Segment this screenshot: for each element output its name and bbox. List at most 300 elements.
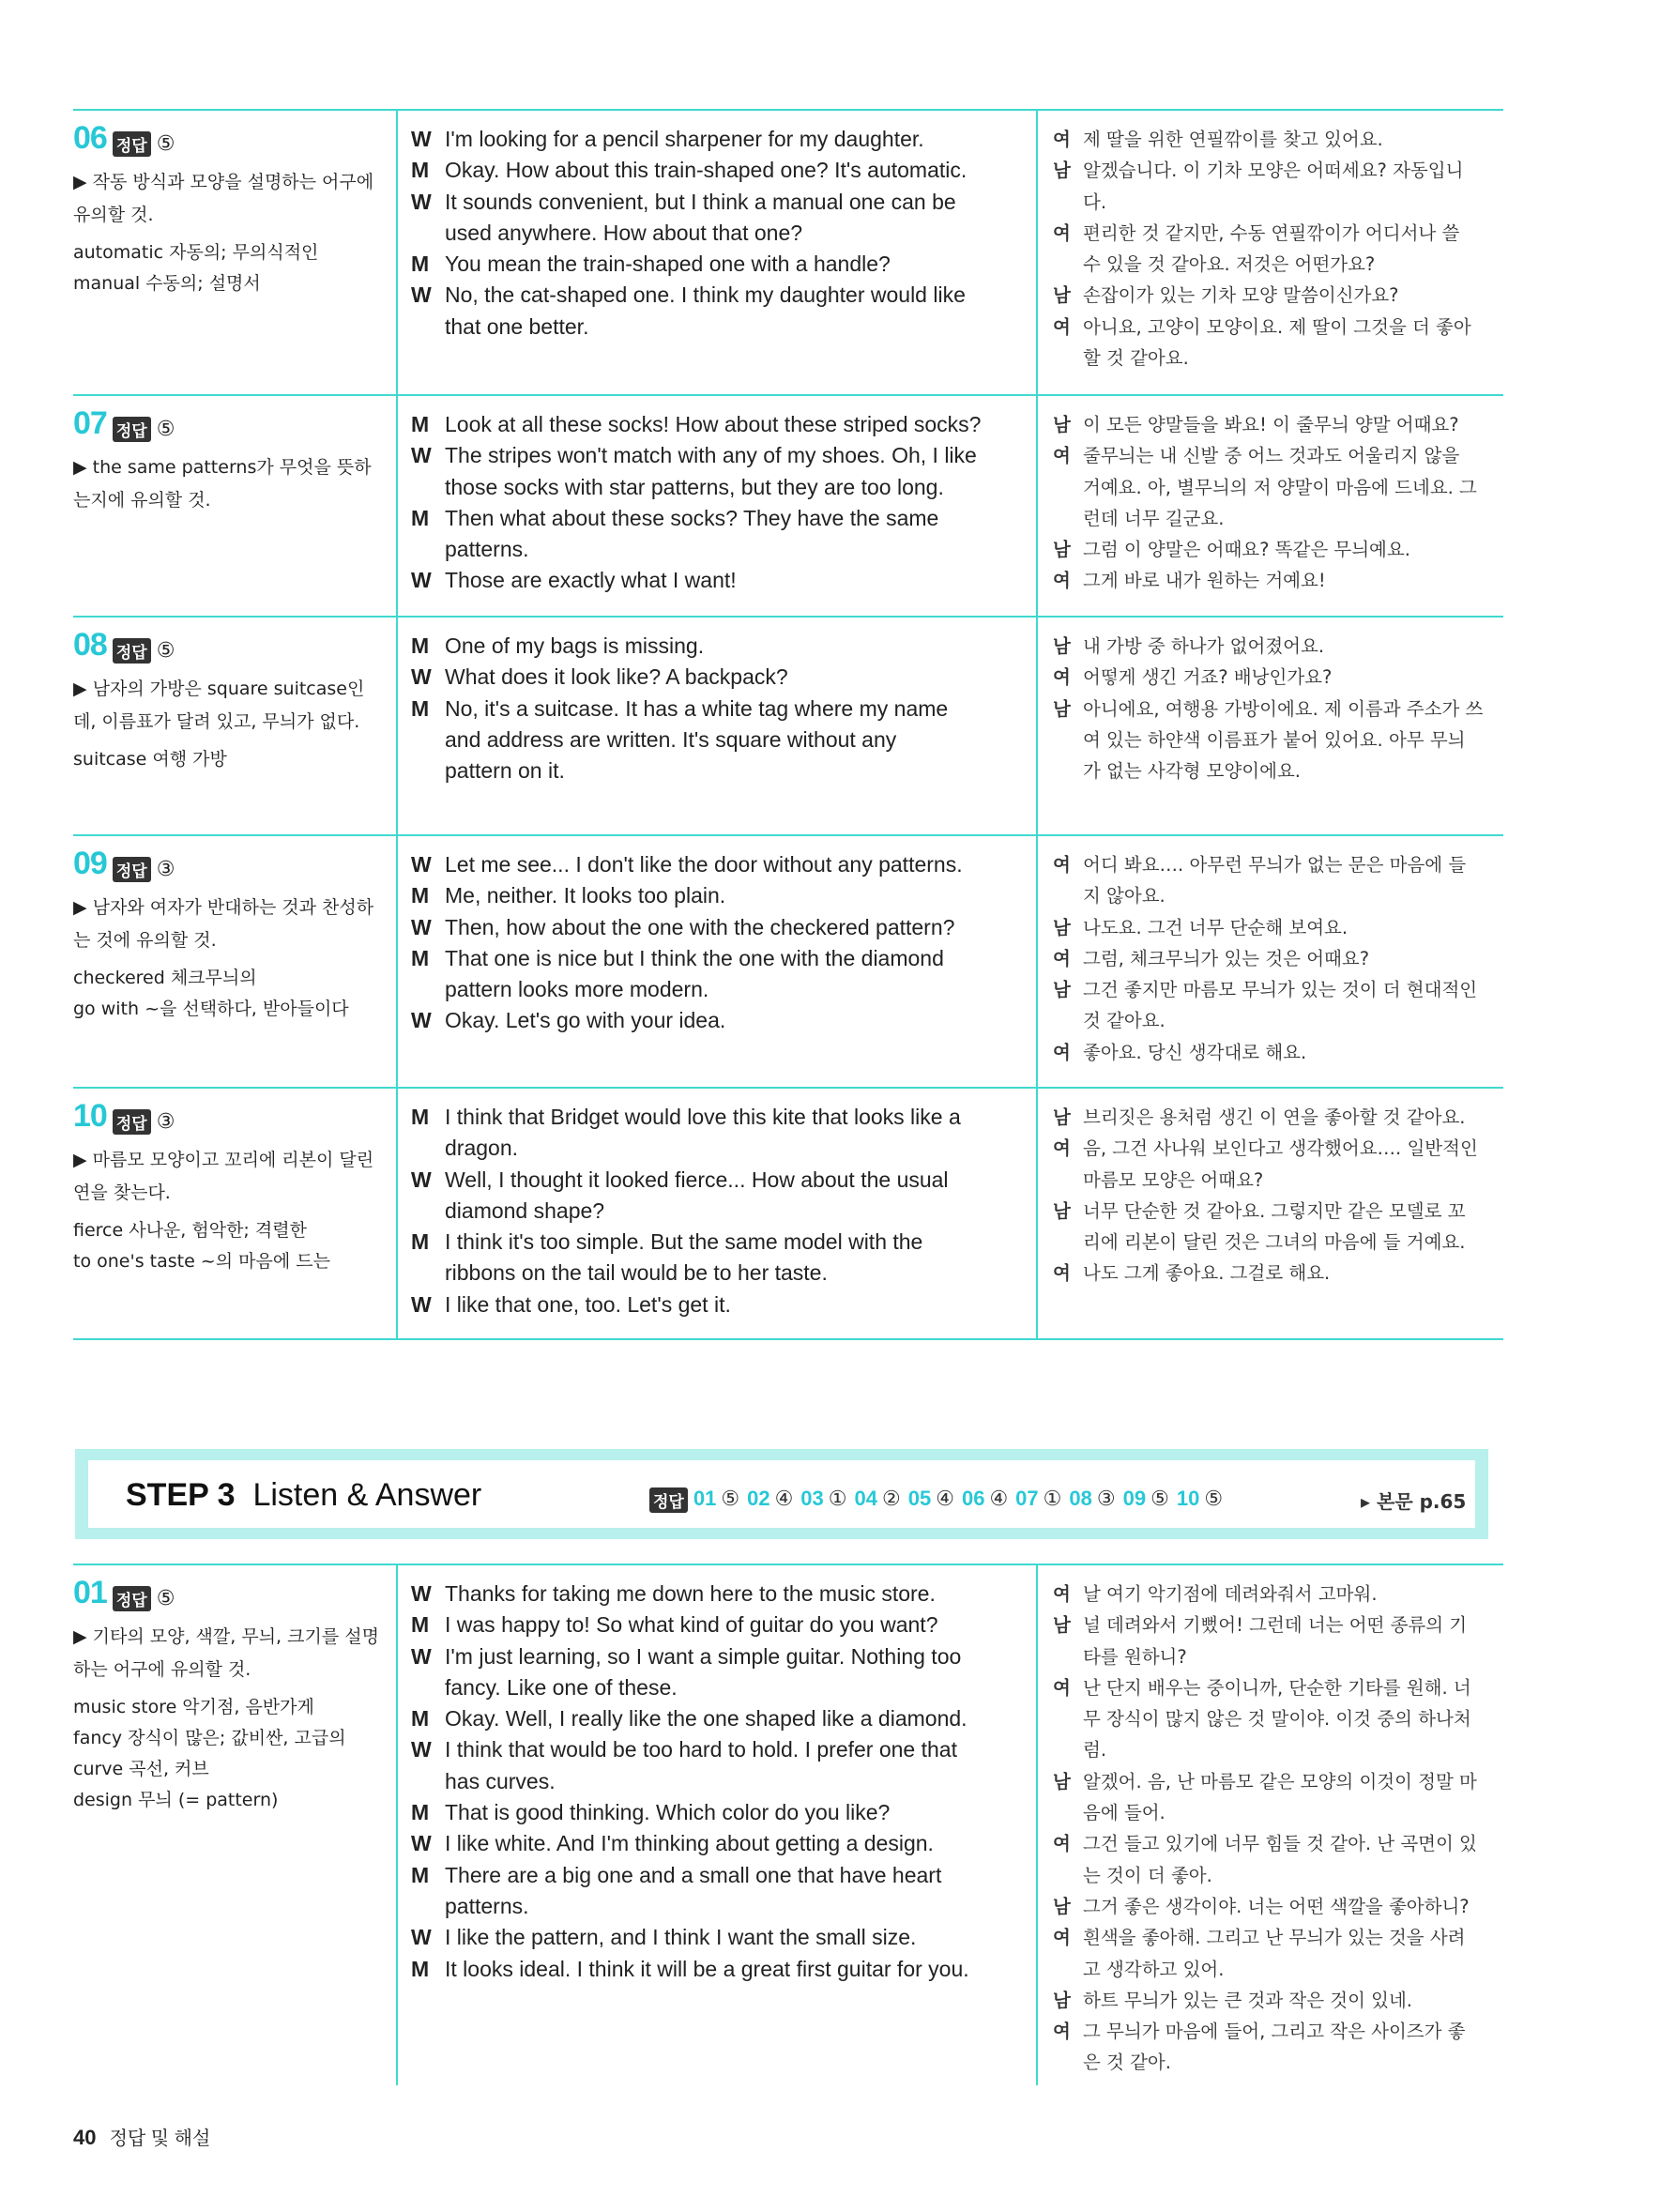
vocab-item: go with ~을 선택하다, 받아들이다 [73, 999, 349, 1019]
line-text: 가 없는 사각형 모양이에요. [1083, 760, 1302, 783]
dialogue-korean [1053, 409, 1501, 597]
dialogue-korean [1053, 1579, 1501, 2079]
vocab-item: checkered 체크무늬의 [73, 968, 257, 988]
line-text: 음에 들어. [1083, 1802, 1166, 1824]
translation-line [1053, 1641, 1501, 1672]
speaker [1053, 472, 1083, 503]
answer-badge: 정답 [113, 131, 151, 157]
dialogue-line [411, 1102, 1021, 1133]
translation-line [1053, 218, 1501, 249]
speaker: M [411, 1800, 430, 1825]
dialogue-line [411, 1165, 1021, 1196]
dialogue-line [411, 725, 1021, 755]
line-text: 음, 그건 사나워 보인다고 생각했어요…. 일반적인 [1083, 1137, 1478, 1160]
line-text: 는 것이 더 좋아. [1083, 1864, 1212, 1886]
speaker: M [411, 158, 430, 183]
speaker [411, 1672, 445, 1703]
answer-value: ③ [156, 858, 175, 881]
speaker: 여 [1053, 1833, 1071, 1855]
question-info [73, 846, 379, 1025]
translation-line [1053, 912, 1501, 943]
line-text: 그럼, 체크무늬가 있는 것은 어때요? [1083, 947, 1370, 969]
answer-number: 05 [907, 1487, 932, 1510]
translation-line [1053, 155, 1501, 186]
line-text: Okay. Let's go with your idea. [445, 1008, 726, 1033]
vocab-item: music store 악기점, 음반가게 [73, 1697, 314, 1717]
dialogue-line [411, 1672, 1021, 1703]
dialogue-line [411, 1954, 1021, 1985]
question-info [73, 1575, 379, 1816]
translation-line [1053, 1258, 1501, 1289]
speaker: 남 [1053, 979, 1071, 1001]
line-text: 거예요. 아, 별무늬의 저 양말이 마음에 드네요. 그 [1083, 476, 1477, 498]
translation-line [1053, 974, 1501, 1005]
line-text: 다. [1083, 191, 1107, 213]
speaker [1053, 343, 1083, 374]
speaker [1053, 755, 1083, 786]
line-text: 그거 좋은 생각이야. 너는 어떤 색깔을 좋아하니? [1083, 1895, 1470, 1917]
translation-line [1053, 2016, 1501, 2047]
dialogue-line [411, 187, 1021, 218]
speaker [1053, 187, 1083, 218]
line-text: I like white. And I'm thinking about getting a design. [445, 1831, 934, 1856]
dialogue-line [411, 155, 1021, 186]
answer-number: 09 [1122, 1487, 1147, 1510]
line-text: 널 데려와서 기뻤어! 그런데 너는 어떤 종류의 기 [1083, 1614, 1468, 1637]
translation-line [1053, 187, 1501, 218]
translation-line [1053, 1766, 1501, 1797]
line-text: 제 딸을 위한 연필깎이를 찾고 있어요. [1083, 129, 1383, 150]
translation-line [1053, 503, 1501, 534]
dialogue-line [411, 503, 1021, 534]
line-text: 브리짓은 용처럼 생긴 이 연을 좋아할 것 같아요. [1083, 1106, 1466, 1128]
answer-number: 01 [693, 1487, 717, 1510]
speaker: W [411, 1831, 432, 1856]
line-text: 좋아요. 당신 생각대로 해요. [1083, 1041, 1307, 1063]
line-text: I'm just learning, so I want a simple guitar. Nothing too [445, 1643, 962, 1669]
question-number: 01 [73, 1575, 107, 1610]
line-text: 나도요. 그건 너무 단순해 보여요. [1083, 916, 1348, 938]
speaker: 남 [1053, 539, 1071, 561]
speaker [1053, 1797, 1083, 1828]
speaker: W [411, 568, 432, 593]
speaker: 남 [1053, 1770, 1071, 1792]
dialogue-line [411, 662, 1021, 693]
dialogue-line [411, 1609, 1021, 1640]
speaker: W [411, 282, 432, 308]
dialogue-line [411, 472, 1021, 503]
speaker: W [411, 1925, 432, 1950]
dialogue-line [411, 124, 1021, 155]
question-info [73, 405, 379, 517]
line-text: What does it look like? A backpack? [445, 664, 788, 690]
line-text: I think that Bridget would love this kite that looks like a [445, 1105, 961, 1129]
dialogue-line [411, 1005, 1021, 1036]
translation-line [1053, 1672, 1501, 1703]
speaker [411, 1258, 445, 1289]
answer-choice: ④ [936, 1487, 954, 1510]
question-info [73, 627, 379, 775]
line-text: Then, how about the one with the checkered pattern? [445, 914, 955, 939]
tip-text: ▶ the same patterns가 무엇을 뜻하는지에 유의할 것. [73, 457, 372, 511]
speaker: 남 [1053, 1895, 1071, 1917]
line-text: dragon. [445, 1136, 519, 1161]
translation-line [1053, 1196, 1501, 1227]
line-text: I like the pattern, and I think I want the small size. [445, 1925, 917, 1950]
vocab-item: design 무늬 (= pattern) [73, 1790, 279, 1810]
speaker [1053, 1165, 1083, 1196]
dialogue-line [411, 409, 1021, 440]
speaker [1053, 1734, 1083, 1765]
speaker: 여 [1053, 666, 1071, 689]
answer-choice: ③ [1096, 1487, 1116, 1510]
dialogue-line [411, 249, 1021, 280]
dialogue-english [411, 631, 1021, 786]
speaker: M [411, 252, 430, 277]
translation-line [1053, 440, 1501, 471]
speaker: 여 [1053, 1041, 1071, 1063]
line-text: 할 것 같아요. [1083, 347, 1189, 370]
speaker: M [411, 412, 430, 436]
speaker: 여 [1053, 1676, 1071, 1699]
line-text: I'm looking for a pencil sharpener for my daughter. [445, 127, 924, 151]
translation-line [1053, 694, 1501, 725]
speaker: W [411, 1167, 432, 1192]
translation-line [1053, 725, 1501, 755]
translation-line [1053, 1797, 1501, 1828]
speaker: 남 [1053, 1989, 1071, 2011]
tip-text: ▶ 남자의 가방은 square suitcase인데, 이름표가 달려 있고, 무늬가 없다. [73, 679, 365, 732]
speaker: M [411, 1956, 430, 1981]
dialogue-line [411, 880, 1021, 911]
translation-line [1053, 1703, 1501, 1734]
translation-line [1053, 1922, 1501, 1953]
line-text: The stripes won't match with any of my shoes. Oh, I like [445, 443, 977, 468]
answer-choice: ⑤ [1150, 1487, 1169, 1510]
line-text: 이 모든 양말들을 봐요! 이 줄무늬 양말 어때요? [1083, 414, 1459, 435]
dialogue-english [411, 1102, 1021, 1320]
line-text: patterns. [445, 537, 529, 562]
translation-line [1053, 1579, 1501, 1609]
speaker: W [411, 914, 432, 939]
translation-line [1053, 472, 1501, 503]
question-number: 08 [73, 627, 107, 663]
answer-value: ③ [156, 1110, 175, 1134]
line-text: 줄무늬는 내 신발 중 어느 것과도 어울리지 않을 [1083, 445, 1460, 467]
translation-line [1053, 1133, 1501, 1164]
translation-line [1053, 312, 1501, 343]
dialogue-korean [1053, 124, 1501, 374]
answer-value: ⑤ [156, 132, 175, 156]
step3-title: STEP 3 Listen & Answer [126, 1477, 482, 1513]
speaker: M [411, 1862, 430, 1887]
answer-choice: ① [1043, 1487, 1062, 1510]
speaker: 여 [1053, 1137, 1071, 1160]
dialogue-line [411, 1828, 1021, 1859]
answer-badge: 정답 [649, 1487, 688, 1513]
speaker [411, 1133, 445, 1164]
line-text: 그게 바로 내가 원하는 거예요! [1083, 570, 1326, 592]
question-number: 07 [73, 405, 107, 441]
line-text: That one is nice but I think the one with the diamond [445, 945, 944, 970]
speaker: M [411, 695, 430, 721]
speaker: M [411, 505, 430, 530]
speaker [1053, 880, 1083, 911]
line-text: 어떻게 생긴 거죠? 배낭인가요? [1083, 666, 1333, 689]
dialogue-line [411, 1766, 1021, 1797]
translation-line [1053, 1860, 1501, 1891]
dialogue-line [411, 1289, 1021, 1320]
line-text: Okay. Well, I really like the one shaped like a diamond. [445, 1706, 968, 1731]
line-text: 것 같아요. [1083, 1010, 1166, 1032]
speaker: 남 [1053, 1106, 1071, 1128]
step3-answers [649, 1487, 1230, 1513]
speaker: 여 [1053, 1262, 1071, 1285]
line-text: 나도 그게 좋아요. 그걸로 해요. [1083, 1262, 1331, 1285]
line-text: It sounds convenient, but I think a manual one can be [445, 189, 956, 214]
speaker [1053, 249, 1083, 280]
tip-text: ▶ 기타의 모양, 색깔, 무늬, 크기를 설명하는 어구에 유의할 것. [73, 1626, 379, 1680]
tip-text: ▶ 마름모 모양이고 꼬리에 리본이 달린 연을 찾는다. [73, 1150, 374, 1203]
vocab-item: fierce 사나운, 험악한; 격렬한 [73, 1220, 307, 1241]
translation-line [1053, 409, 1501, 440]
line-text: Those are exactly what I want! [445, 568, 737, 593]
line-text: 너무 단순한 것 같아요. 그렇지만 같은 모델로 꼬 [1083, 1199, 1466, 1222]
line-text: Thanks for taking me down here to the music store. [445, 1581, 936, 1606]
speaker: M [411, 633, 430, 658]
question-header [73, 120, 379, 157]
speaker: 여 [1053, 854, 1071, 876]
dialogue-english [411, 409, 1021, 597]
dialogue-line [411, 1703, 1021, 1734]
answer-badge: 정답 [113, 1586, 151, 1611]
translation-line [1053, 1037, 1501, 1068]
line-text: Me, neither. It looks too plain. [445, 883, 726, 908]
line-text: 럼. [1083, 1739, 1107, 1762]
line-text: 아니에요, 여행용 가방이에요. 제 이름과 주소가 쓰 [1083, 697, 1484, 720]
dialogue-english [411, 849, 1021, 1037]
line-text: 무 장식이 많지 않은 것 말이야. 이것 중의 하나처 [1083, 1708, 1471, 1731]
dialogue-line [411, 565, 1021, 596]
answer-badge: 정답 [113, 1109, 151, 1135]
line-text: 어디 봐요…. 아무런 무늬가 없는 문은 마음에 들 [1083, 854, 1467, 876]
question-number: 06 [73, 120, 107, 156]
translation-line [1053, 1165, 1501, 1196]
line-text: 런데 너무 길군요. [1083, 507, 1225, 529]
line-text: fancy. Like one of these. [445, 1674, 678, 1700]
question-header [73, 1575, 379, 1611]
question-info [73, 1098, 379, 1277]
footer-label: 정답 및 해설 [109, 2128, 211, 2149]
speaker: 여 [1053, 129, 1071, 150]
speaker: W [411, 1643, 432, 1669]
dialogue-line [411, 1641, 1021, 1672]
answer-number: 06 [961, 1487, 985, 1510]
line-text: 난 단지 배우는 중이니까, 단순한 기타를 원해. 너 [1083, 1676, 1471, 1699]
translation-line [1053, 880, 1501, 911]
speaker [411, 1196, 445, 1227]
question-number: 10 [73, 1098, 107, 1134]
dialogue-line [411, 943, 1021, 974]
answer-choice: ⑤ [721, 1487, 740, 1510]
speaker: M [411, 1229, 430, 1255]
vocab-item: fancy 장식이 많은; 값비싼, 고급의 [73, 1728, 346, 1748]
line-text: 그 무늬가 마음에 들어, 그리고 작은 사이즈가 좋 [1083, 2021, 1466, 2043]
speaker: W [411, 852, 432, 877]
line-text: those socks with star patterns, but they are too long. [445, 474, 944, 499]
speaker [1053, 1860, 1083, 1891]
answer-badge: 정답 [113, 857, 151, 882]
speaker: 남 [1053, 697, 1071, 720]
vocab-item: manual 수동의; 설명서 [73, 273, 261, 294]
dialogue-line [411, 1797, 1021, 1828]
line-text: Look at all these socks! How about these striped socks? [445, 412, 982, 436]
dialogue-line [411, 1860, 1021, 1891]
answer-number: 07 [1015, 1487, 1039, 1510]
translation-line [1053, 2047, 1501, 2078]
dialogue-line [411, 1258, 1021, 1289]
line-text: No, it's a suitcase. It has a white tag where my name [445, 695, 949, 721]
question-header [73, 846, 379, 882]
speaker [1053, 1005, 1083, 1036]
vocab-item: to one's taste ~의 마음에 드는 [73, 1251, 330, 1272]
speaker: 남 [1053, 1614, 1071, 1637]
speaker [411, 1891, 445, 1922]
dialogue-line [411, 1227, 1021, 1258]
speaker: 여 [1053, 1583, 1071, 1605]
speaker: 여 [1053, 221, 1071, 244]
speaker: 남 [1053, 916, 1071, 938]
page-footer [73, 2123, 210, 2150]
translation-line [1053, 755, 1501, 786]
line-text: 손잡이가 있는 기차 모양 말씀이신가요? [1083, 284, 1399, 307]
vocab-item: automatic 자동의; 무의식적인 [73, 242, 319, 263]
dialogue-line [411, 631, 1021, 662]
line-text: I think it's too simple. But the same model with the [445, 1229, 923, 1255]
line-text: used anywhere. How about that one? [445, 220, 803, 245]
dialogue-line [411, 1891, 1021, 1922]
answer-value: ⑤ [156, 1587, 175, 1610]
question-info [73, 120, 379, 299]
answer-choice: ① [828, 1487, 847, 1510]
line-text: 날 여기 악기점에 데려와줘서 고마워. [1083, 1583, 1378, 1605]
line-text: 흰색을 좋아해. 그리고 난 무늬가 있는 것을 사려 [1083, 1927, 1466, 1949]
translation-line [1053, 849, 1501, 880]
line-text: 알겠어. 음, 난 마름모 같은 모양의 이것이 정말 마 [1083, 1770, 1477, 1792]
question-header [73, 405, 379, 442]
translation-line [1053, 1954, 1501, 1985]
line-text: 그건 들고 있기에 너무 힘들 것 같아. 난 곡면이 있 [1083, 1833, 1477, 1855]
dialogue-line [411, 534, 1021, 565]
dialogue-korean [1053, 849, 1501, 1068]
speaker: 여 [1053, 445, 1071, 467]
line-text: 은 것 같아. [1083, 2052, 1171, 2074]
dialogue-line [411, 312, 1021, 343]
line-text: I was happy to! So what kind of guitar do you want? [445, 1612, 938, 1638]
dialogue-line [411, 1734, 1021, 1765]
line-text: 타를 원하니? [1083, 1645, 1187, 1668]
line-text: and address are written. It's square without any [445, 726, 897, 752]
tip-text: ▶ 작동 방식과 모양을 설명하는 어구에 유의할 것. [73, 172, 374, 225]
answer-choice: ④ [989, 1487, 1009, 1510]
answer-number: 03 [800, 1487, 824, 1510]
speaker [411, 312, 445, 343]
dialogue-line [411, 1133, 1021, 1164]
speaker: W [411, 1291, 432, 1317]
line-text: diamond shape? [445, 1198, 605, 1223]
dialogue-line [411, 1196, 1021, 1227]
speaker: 여 [1053, 2021, 1071, 2043]
speaker: 남 [1053, 635, 1071, 657]
dialogue-line [411, 849, 1021, 880]
answer-badge: 정답 [113, 638, 151, 664]
speaker: 남 [1053, 160, 1071, 182]
line-text: 하트 무늬가 있는 큰 것과 작은 것이 있네. [1083, 1989, 1412, 2011]
speaker: W [411, 443, 432, 468]
speaker: M [411, 883, 430, 908]
question-header [73, 627, 379, 664]
line-text: 그럼 이 양말은 어때요? 똑같은 무늬예요. [1083, 539, 1410, 561]
speaker [1053, 725, 1083, 755]
speaker [411, 472, 445, 503]
line-text: 여 있는 하얀색 이름표가 붙어 있어요. 아무 무늬 [1083, 728, 1466, 751]
answer-badge: 정답 [113, 417, 151, 442]
translation-line [1053, 1609, 1501, 1640]
dialogue-english [411, 124, 1021, 343]
line-text: 수 있을 것 같아요. 저것은 어떤가요? [1083, 253, 1376, 276]
translation-line [1053, 1891, 1501, 1922]
answer-value: ⑤ [156, 639, 175, 663]
translation-line [1053, 280, 1501, 311]
answer-choice: ⑤ [1204, 1487, 1224, 1510]
translation-line [1053, 565, 1501, 596]
answer-number: 08 [1069, 1487, 1092, 1510]
dialogue-line [411, 440, 1021, 471]
line-text: I think that would be too hard to hold. I prefer one that [445, 1737, 957, 1762]
dialogue-line [411, 755, 1021, 786]
speaker: 남 [1053, 414, 1071, 435]
speaker [1053, 1954, 1083, 1985]
speaker: 여 [1053, 315, 1071, 338]
dialogue-english [411, 1579, 1021, 1985]
line-text: patterns. [445, 1893, 529, 1918]
line-text: 알겠습니다. 이 기차 모양은 어떠세요? 자동입니 [1083, 160, 1464, 182]
translation-line [1053, 343, 1501, 374]
line-text: 고 생각하고 있어. [1083, 1958, 1225, 1980]
speaker [411, 1766, 445, 1797]
speaker: M [411, 1612, 430, 1638]
speaker: W [411, 1581, 432, 1606]
tip-text: ▶ 남자와 여자가 반대하는 것과 찬성하는 것에 유의할 것. [73, 897, 374, 951]
speaker [1053, 1703, 1083, 1734]
translation-line [1053, 1985, 1501, 2016]
speaker: 남 [1053, 284, 1071, 307]
speaker [1053, 1641, 1083, 1672]
translation-line [1053, 1102, 1501, 1133]
line-text: I like that one, too. Let's get it. [445, 1291, 731, 1317]
line-text: 그건 좋지만 마름모 무늬가 있는 것이 더 현대적인 [1083, 979, 1478, 1001]
dialogue-line [411, 1579, 1021, 1609]
dialogue-line [411, 218, 1021, 249]
line-text: Let me see... I don't like the door without any patterns. [445, 852, 963, 877]
line-text: 내 가방 중 하나가 없어졌어요. [1083, 635, 1325, 657]
dialogue-line [411, 694, 1021, 725]
speaker [411, 755, 445, 786]
speaker: M [411, 1706, 430, 1731]
speaker [411, 218, 445, 249]
line-text: ribbons on the tail would be to her taste. [445, 1260, 828, 1286]
line-text: has curves. [445, 1768, 556, 1793]
